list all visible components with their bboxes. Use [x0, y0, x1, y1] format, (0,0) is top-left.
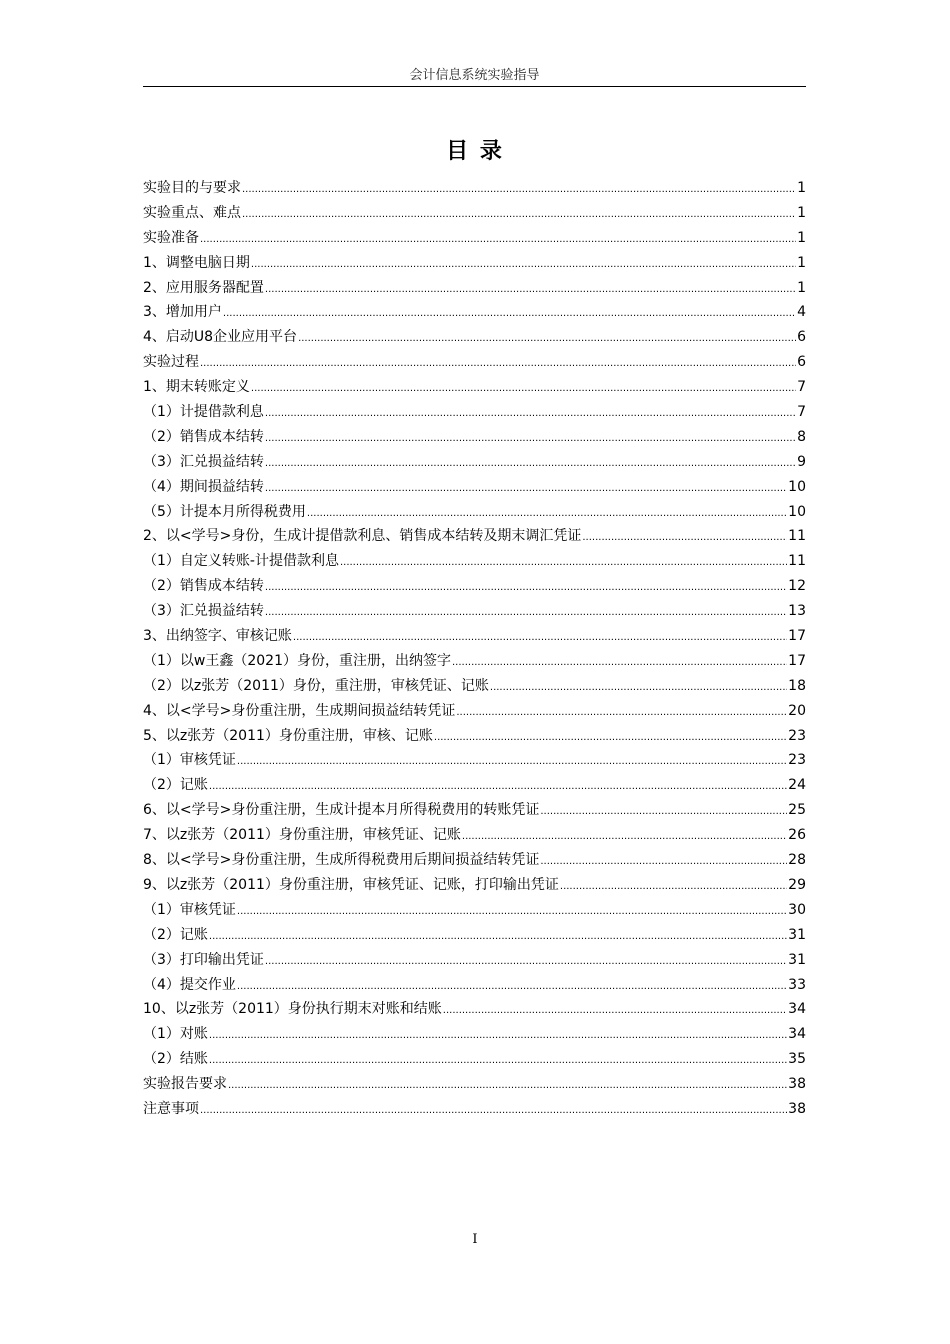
toc-entry-label: （1）计提借款利息 [143, 404, 264, 421]
toc-entry[interactable] [143, 773, 806, 798]
toc-entry-page: 4 [797, 304, 806, 321]
toc-entry-page: 38 [788, 1076, 806, 1093]
toc-entry[interactable] [143, 748, 806, 773]
toc-leader-dots [340, 551, 787, 576]
toc-entry-page: 6 [797, 354, 806, 371]
toc-entry-label: （2）结账 [143, 1051, 208, 1068]
toc-entry-label: （2）销售成本结转 [143, 578, 264, 595]
toc-entry[interactable] [143, 450, 806, 475]
toc-entry-label: 10、以z张芳（2011）身份执行期末对账和结账 [143, 1001, 442, 1018]
toc-leader-dots [443, 999, 787, 1024]
toc-leader-dots [298, 327, 796, 352]
toc-title: 目 录 [446, 139, 504, 164]
toc-entry-label: （3）汇兑损益结转 [143, 603, 264, 620]
toc-entry-label: （4）期间损益结转 [143, 478, 264, 495]
toc-leader-dots [200, 228, 796, 253]
toc-entry-page: 18 [788, 677, 806, 694]
toc-entry-page: 10 [788, 478, 806, 495]
toc-entry[interactable] [143, 1022, 806, 1047]
toc-entry-page: 23 [788, 752, 806, 769]
toc-entry-page: 38 [788, 1100, 806, 1117]
toc-entry[interactable] [143, 425, 806, 450]
toc-entry-page: 1 [797, 279, 806, 296]
toc-leader-dots [582, 526, 787, 551]
toc-leader-dots [265, 427, 796, 452]
toc-entry[interactable] [143, 699, 806, 724]
toc-entry-label: 4、启动U8企业应用平台 [143, 329, 298, 346]
toc-entry-page: 35 [788, 1051, 806, 1068]
toc-entry-label: 实验重点、难点 [143, 204, 241, 221]
toc-entry[interactable] [143, 350, 806, 375]
toc-entry-label: （1）对账 [143, 1026, 208, 1043]
toc-entry-label: 1、期末转账定义 [143, 379, 250, 396]
toc-entry-label: 注意事项 [143, 1100, 199, 1117]
toc-entry-label: （1）以w王鑫（2021）身份，重注册，出纳签字 [143, 652, 451, 669]
toc-entry-label: （2）以z张芳（2011）身份，重注册，审核凭证、记账 [143, 677, 489, 694]
toc-entry[interactable] [143, 923, 806, 948]
toc-leader-dots [462, 825, 787, 850]
toc-entry-page: 31 [788, 926, 806, 943]
toc-entry-label: 9、以z张芳（2011）身份重注册，审核凭证、记账，打印输出凭证 [143, 876, 559, 893]
toc-leader-dots [223, 302, 796, 327]
toc-leader-dots [434, 726, 787, 751]
toc-leader-dots [540, 850, 787, 875]
toc-entry[interactable] [143, 176, 806, 201]
toc-entry-page: 13 [788, 603, 806, 620]
toc-entry-page: 31 [788, 951, 806, 968]
toc-entry-label: 3、增加用户 [143, 304, 222, 321]
toc-entry[interactable] [143, 475, 806, 500]
toc-entry-label: （3）汇兑损益结转 [143, 453, 264, 470]
toc-entry[interactable] [143, 898, 806, 923]
toc-leader-dots [265, 477, 787, 502]
toc-entry[interactable] [143, 997, 806, 1022]
toc-entry-page: 33 [788, 976, 806, 993]
toc-entry[interactable] [143, 226, 806, 251]
toc-entry[interactable] [143, 848, 806, 873]
toc-entry-page: 7 [797, 404, 806, 421]
header-text: 会计信息系统实验指导 [409, 68, 540, 83]
toc-entry-page: 10 [788, 503, 806, 520]
toc-entry[interactable] [143, 674, 806, 699]
toc-entry[interactable] [143, 201, 806, 226]
footer-page-number: I [472, 1232, 478, 1247]
toc-leader-dots [209, 925, 787, 950]
toc-entry-page: 30 [788, 901, 806, 918]
toc-leader-dots [200, 1099, 787, 1124]
toc-entry[interactable] [143, 300, 806, 325]
page-footer [0, 1232, 950, 1247]
toc-entry[interactable] [143, 624, 806, 649]
toc-entry-page: 26 [788, 827, 806, 844]
toc-leader-dots [228, 1074, 787, 1099]
toc-leader-dots [265, 452, 796, 477]
toc-entry[interactable] [143, 251, 806, 276]
toc-leader-dots [209, 775, 787, 800]
toc-entry-page: 34 [788, 1001, 806, 1018]
toc-entry[interactable] [143, 1072, 806, 1097]
toc-entry[interactable] [143, 1097, 806, 1122]
toc-entry-page: 29 [788, 876, 806, 893]
toc-entry-page: 28 [788, 852, 806, 869]
toc-leader-dots [265, 402, 796, 427]
toc-entry-label: （1）审核凭证 [143, 752, 236, 769]
toc-leader-dots [452, 651, 787, 676]
toc-entry-page: 8 [797, 428, 806, 445]
toc-entry-page: 12 [788, 578, 806, 595]
toc-entry-label: （1）自定义转账-计提借款利息 [143, 553, 339, 570]
toc-entry-page: 6 [797, 329, 806, 346]
toc-entry-label: 5、以z张芳（2011）身份重注册，审核、记账 [143, 727, 433, 744]
toc-entry-page: 1 [797, 254, 806, 271]
toc-entry-label: （5）计提本月所得税费用 [143, 503, 306, 520]
toc-entry-label: （2）记账 [143, 926, 208, 943]
toc-entry-label: 实验报告要求 [143, 1076, 227, 1093]
toc-entry-label: 实验目的与要求 [143, 180, 241, 196]
toc-entry[interactable] [143, 276, 806, 301]
toc-leader-dots [265, 601, 787, 626]
toc-entry-label: （1）审核凭证 [143, 901, 236, 918]
toc-entry-page: 7 [797, 379, 806, 396]
toc-entry-page: 9 [797, 453, 806, 470]
toc-entry[interactable] [143, 400, 806, 425]
toc-entry-page: 17 [788, 652, 806, 669]
toc-entry-page: 1 [797, 229, 806, 246]
toc-leader-dots [242, 178, 796, 203]
toc-leader-dots [209, 1049, 787, 1074]
toc-entry-label: 实验准备 [143, 229, 199, 246]
toc-entry[interactable] [143, 524, 806, 549]
toc-leader-dots [265, 950, 787, 975]
table-of-contents [143, 176, 806, 1122]
running-header [143, 66, 806, 87]
toc-leader-dots [490, 676, 787, 701]
toc-entry-page: 20 [788, 702, 806, 719]
toc-entry-label: （4）提交作业 [143, 976, 236, 993]
toc-entry[interactable] [143, 375, 806, 400]
toc-leader-dots [251, 377, 796, 402]
toc-leader-dots [265, 576, 787, 601]
toc-leader-dots [237, 750, 787, 775]
toc-entry-page: 25 [788, 802, 806, 819]
toc-leader-dots [209, 1024, 787, 1049]
toc-entry-label: 4、以<学号>身份重注册，生成期间损益结转凭证 [143, 702, 456, 719]
toc-entry-label: 1、调整电脑日期 [143, 254, 250, 271]
toc-entry-label: 2、以<学号>身份，生成计提借款利息、销售成本结转及期末调汇凭证 [143, 528, 582, 545]
toc-entry-label: 8、以<学号>身份重注册，生成所得税费用后期间损益结转凭证 [143, 852, 540, 869]
toc-entry-page: 24 [788, 777, 806, 794]
toc-entry-page: 11 [788, 553, 806, 570]
toc-entry-label: （2）记账 [143, 777, 208, 794]
toc-entry[interactable] [143, 500, 806, 525]
toc-entry-label: （3）打印输出凭证 [143, 951, 264, 968]
toc-entry-label: 7、以z张芳（2011）身份重注册，审核凭证、记账 [143, 827, 461, 844]
toc-entry[interactable] [143, 724, 806, 749]
toc-entry-page: 11 [788, 528, 806, 545]
toc-leader-dots [307, 502, 787, 527]
toc-leader-dots [265, 278, 796, 303]
toc-leader-dots [237, 900, 787, 925]
toc-leader-dots [293, 626, 787, 651]
toc-entry-label: 2、应用服务器配置 [143, 279, 264, 296]
toc-entry[interactable] [143, 973, 806, 998]
toc-leader-dots [540, 800, 787, 825]
toc-entry[interactable] [143, 948, 806, 973]
toc-entry[interactable] [143, 873, 806, 898]
toc-entry-label: 3、出纳签字、审核记账 [143, 628, 292, 645]
toc-entry[interactable] [143, 574, 806, 599]
toc-entry-page: 1 [797, 204, 806, 221]
toc-entry-page: 17 [788, 628, 806, 645]
toc-entry-page: 34 [788, 1026, 806, 1043]
toc-leader-dots [251, 253, 796, 278]
toc-entry[interactable] [143, 1047, 806, 1072]
toc-entry-page: 23 [788, 727, 806, 744]
toc-entry[interactable] [143, 325, 806, 350]
toc-entry-page: 1 [797, 180, 806, 196]
toc-leader-dots [560, 875, 787, 900]
toc-entry-label: 实验过程 [143, 354, 199, 371]
toc-entry-label: 6、以<学号>身份重注册，生成计提本月所得税费用的转账凭证 [143, 802, 540, 819]
toc-entry[interactable] [143, 798, 806, 823]
toc-leader-dots [237, 975, 787, 1000]
toc-leader-dots [242, 203, 796, 228]
toc-entry[interactable] [143, 599, 806, 624]
toc-entry[interactable] [143, 549, 806, 574]
toc-leader-dots [456, 701, 787, 726]
toc-leader-dots [200, 352, 796, 377]
toc-entry-label: （2）销售成本结转 [143, 428, 264, 445]
toc-entry[interactable] [143, 823, 806, 848]
toc-entry[interactable] [143, 649, 806, 674]
